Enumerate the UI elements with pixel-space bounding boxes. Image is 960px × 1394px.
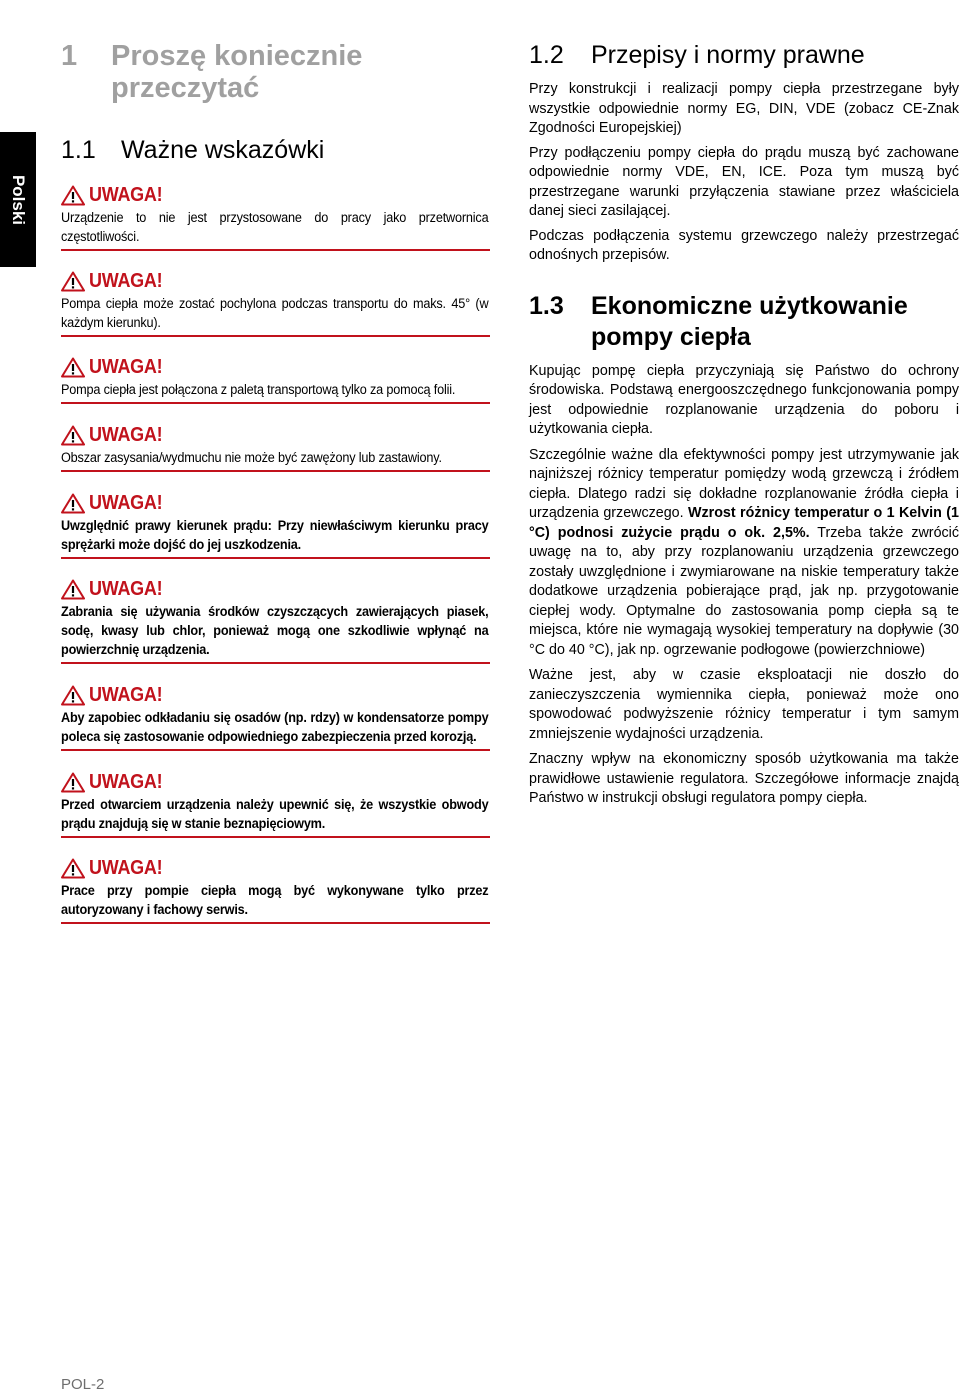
section-1-title-line1: Proszę koniecznie: [111, 40, 363, 72]
section-1-1-heading: [61, 135, 490, 166]
warning-label: UWAGA!: [89, 577, 163, 600]
warning-header: [61, 182, 490, 208]
regulations-paragraph-1: Przy konstrukcji i realizacji pompy ciepła przestrzegane były wszystkie odpowiednie normy EG, DIN, VDE (zobacz CE-Znak Zgodności Europejskiej): [529, 81, 959, 136]
warning-block: [61, 268, 490, 337]
warning-header: [61, 769, 490, 795]
warning-header: [61, 268, 490, 294]
warning-divider: [61, 557, 490, 559]
section-1-3-title-line1: Ekonomiczne użytkowanie: [591, 291, 908, 320]
warning-triangle-icon: [61, 425, 85, 446]
warning-triangle-icon: [61, 685, 85, 706]
warning-header: [61, 576, 490, 602]
warning-text: Uwzględnić prawy kierunek prądu: Przy niewłaściwym kierunku pracy sprężarki może dojść do jej uszkodzenia.: [61, 518, 489, 552]
language-tab: [0, 132, 36, 267]
warning-block: [61, 422, 490, 472]
warning-text: Pompa ciepła jest połączona z paletą transportową tylko za pomocą folii.: [61, 382, 456, 397]
section-1-title-line2: przeczytać: [111, 72, 260, 104]
warning-text: Aby zapobiec odkładaniu się osadów (np. rdzy) w kondensatorze pompy poleca się zastosowanie odpowiedniego zabezpieczenia przed korozją.: [61, 710, 489, 744]
right-column: [529, 40, 959, 809]
warning-label: UWAGA!: [89, 770, 163, 793]
warning-text: Obszar zasysania/wydmuchu nie może być zawężony lub zastawiony.: [61, 450, 442, 465]
left-column: [61, 40, 490, 924]
warning-block: [61, 182, 490, 251]
economy-paragraph-3: Ważne jest, aby w czasie eksploatacji nie doszło do zanieczyszczenia wymiennika ciepła, ponieważ może ono spowodować podwyższenie różnicy temperatur i tym samym zmniejszenie wydajności urządzenia.: [529, 667, 959, 742]
warning-block: [61, 855, 490, 924]
section-1-2-title: Przepisy i normy prawne: [591, 41, 865, 69]
section-1-3-number: 1.3: [529, 291, 564, 320]
warning-header: [61, 490, 490, 516]
warning-triangle-icon: [61, 271, 85, 292]
warning-label: UWAGA!: [89, 423, 163, 446]
warning-divider: [61, 402, 490, 404]
section-1-heading: [61, 40, 490, 104]
warning-triangle-icon: [61, 493, 85, 514]
warning-block: [61, 769, 490, 838]
warning-triangle-icon: [61, 772, 85, 793]
warning-divider: [61, 922, 490, 924]
section-1-1-number: 1.1: [61, 136, 96, 164]
section-1-3-title-line2: pompy ciepła: [591, 322, 751, 351]
warning-triangle-icon: [61, 357, 85, 378]
section-1-number: 1: [61, 40, 78, 72]
section-1-2-heading: [529, 40, 959, 71]
warning-block: [61, 490, 490, 559]
language-label: Polski: [9, 174, 28, 225]
warning-triangle-icon: [61, 858, 85, 879]
warning-block: [61, 682, 490, 751]
economy-paragraph-2-end: Trzeba także zwrócić uwagę na to, aby przy rozplanowaniu urządzenia grzewczego zostały uwzględnione i zwymiarowane na niskie temperatury także dodatkowe urządzenia pobierające prąd, jak np. przygotowanie ciepłej wody. Optymalne do zastosowania pomp ciepła są te miejsca, które nie wymagają wysokiej temperatury na dopływie (30 °C do 40 °C), jak np. ogrzewanie podłogowe (powierzchniowe): [529, 524, 959, 658]
economy-paragraph-2-start: Szczególnie ważne dla efektywności pompy jest utrzymywanie jak najniższej różnicy temperatur pomiędzy wodą grzewczą i źródłem ciepła. Dlatego radzi się dokładne rozplanowanie źródła ciepła i urządzenia grzewczego.: [529, 446, 959, 521]
warning-text: Urządzenie to nie jest przystosowane do pracy jako przetwornica częstotliwości.: [61, 210, 489, 244]
warning-label: UWAGA!: [89, 355, 163, 378]
warning-label: UWAGA!: [89, 856, 163, 879]
warning-label: UWAGA!: [89, 683, 163, 706]
regulations-paragraph-2: Przy podłączeniu pompy ciepła do prądu muszą być zachowane odpowiednie normy VDE, EN, ICE. Poza tym muszą być przestrzegane warunki przyłączenia stawiane przez właściciela danej sieci zasilającej.: [529, 144, 959, 219]
warning-header: [61, 855, 490, 881]
warning-divider: [61, 249, 490, 251]
page-number: POL-2: [61, 1376, 105, 1393]
section-1-1-title: Ważne wskazówki: [121, 136, 325, 164]
warning-header: [61, 682, 490, 708]
warning-divider: [61, 836, 490, 838]
warning-triangle-icon: [61, 185, 85, 206]
economy-paragraph-1: Kupując pompę ciepła przyczyniają się Państwo do ochrony środowiska. Podstawą energooszczędnego funkcjonowania pompy jest odpowiednie rozplanowanie urządzenia do poboru i użytkowania ciepła.: [529, 362, 959, 437]
warning-label: UWAGA!: [89, 183, 163, 206]
warning-label: UWAGA!: [89, 491, 163, 514]
warnings-list: [61, 182, 490, 924]
economy-paragraph-2: [529, 446, 959, 661]
warning-divider: [61, 470, 490, 472]
regulations-paragraph-3: Podczas podłączenia systemu grzewczego należy przestrzegać odnośnych przepisów.: [529, 227, 959, 263]
warning-divider: [61, 335, 490, 337]
warning-block: [61, 354, 490, 404]
warning-block: [61, 576, 490, 664]
section-1-3-heading: [529, 291, 959, 353]
warning-divider: [61, 749, 490, 751]
warning-text: Prace przy pompie ciepła mogą być wykonywane tylko przez autoryzowany i fachowy serwis.: [61, 883, 489, 917]
warning-header: [61, 422, 490, 448]
warning-triangle-icon: [61, 579, 85, 600]
warning-label: UWAGA!: [89, 269, 163, 292]
warning-header: [61, 354, 490, 380]
warning-text: Pompa ciepła może zostać pochylona podczas transportu do maks. 45° (w każdym kierunku).: [61, 296, 489, 330]
warning-text: Zabrania się używania środków czyszczących zawierających piasek, sodę, kwasy lub chlor, ponieważ mogą one szkodliwie wpłynąć na powierzchnię urządzenia.: [61, 604, 489, 657]
warning-text: Przed otwarciem urządzenia należy upewnić się, że wszystkie obwody prądu znajdują się w stanie beznapięciowym.: [61, 797, 489, 831]
warning-divider: [61, 662, 490, 664]
economy-paragraph-4: Znaczny wpływ na ekonomiczny sposób użytkowania ma także prawidłowe ustawienie regulatora. Szczegółowe informacje znajdą Państwo w instrukcji obsługi regulatora pompy ciepła.: [529, 751, 959, 806]
section-1-2-number: 1.2: [529, 41, 564, 69]
economy-paragraph-2-emphasis: Wzrost różnicy temperatur o 1 Kelvin (1 °C) podnosi zużycie prądu o ok. 2,5%.: [529, 505, 959, 541]
